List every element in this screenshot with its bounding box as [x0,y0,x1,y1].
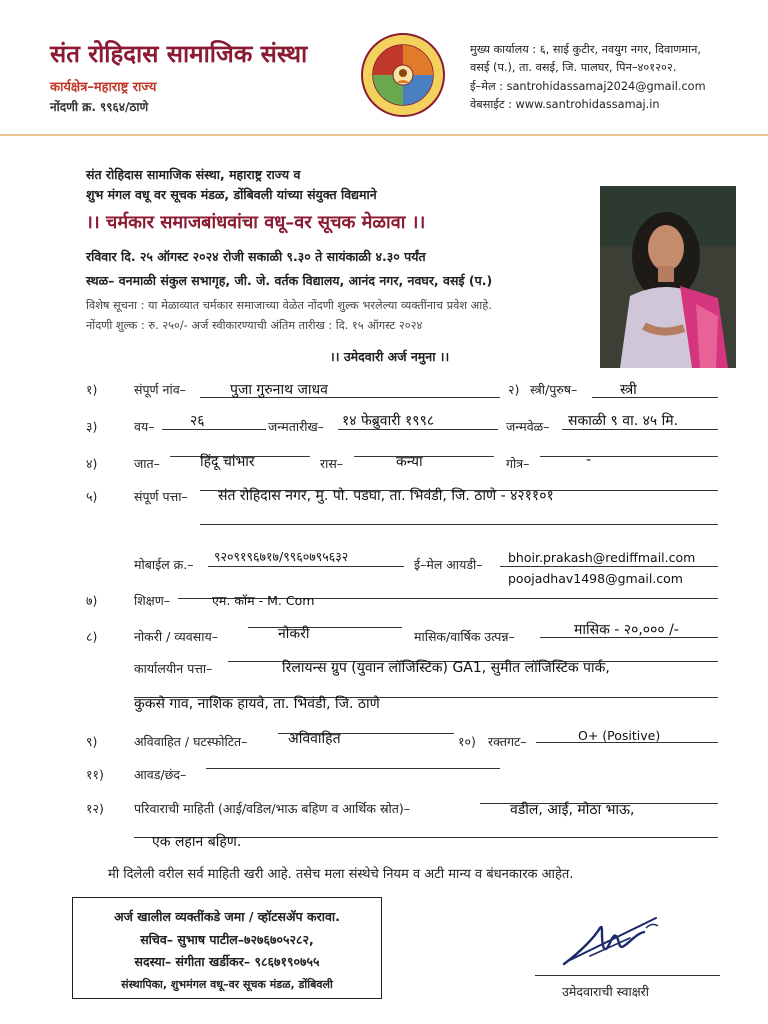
field-number-5: ५) [86,489,98,504]
secretary-contact: सचिव– सुभाष पाटील–७२७६७०५२८२, [140,932,314,947]
birth-time-label: जन्मवेळ– [506,419,550,434]
intro-line-1: संत रोहिदास सामाजिक संस्था, महाराष्ट्र राज्य व [86,167,301,182]
field-number-7: ७) [86,593,98,608]
email-value-1: bhoir.prakash@rediffmail.com [508,550,696,565]
blood-group-value: O+ (Positive) [578,728,661,743]
education-value: एम. कॉम - M. Com [212,593,315,608]
address-line-extra [200,524,718,525]
occupation-value: नोकरी [278,626,310,642]
field-number-9: ९) [86,734,98,749]
marital-status-value: अविवाहित [288,731,341,747]
mobile-value: ९२०९१९६७१७/९९६०७९५६३२ [214,549,349,564]
address-line-2: वसई (प.), ता. वसई, जि. पालघर, पिन–४०१२०२. [470,61,677,74]
full-name-label: संपूर्ण नांव– [134,382,186,397]
blood-group-label: रक्तगट– [488,734,527,749]
mobile-label: मोबाईल क्र.– [134,557,194,572]
declaration-text: मी दिलेली वरील सर्व माहिती खरी आहे. तसेच मला संस्थेचे नियम व अटी मान्य व बंधनकारक आहेत. [108,867,574,882]
event-title: ।। चर्मकार समाजबांधवांचा वधू–वर सूचक मेळावा ।। [86,212,426,233]
income-value: मासिक - २०,००० /- [574,622,679,638]
office-address-value-2: कुकसे गाव, नाशिक हायवे, ता. भिवंडी, जि. ठाणे [134,696,380,712]
zodiac-line [354,456,494,457]
work-area: कार्यक्षेत्र–महाराष्ट्र राज्य [50,80,157,95]
mobile-line [208,566,404,567]
marital-status-label: अविवाहित / घटस्फोटित– [134,734,248,749]
field-number-11: ११) [86,767,104,782]
signature-line [535,975,720,976]
field-number-8: ८) [86,629,98,644]
age-line [162,429,266,430]
candidate-photo [600,186,736,368]
birth-time-value: सकाळी ९ वा. ४५ मि. [568,413,679,429]
contact-website: वेबसाईट : www.santrohidassamaj.in [470,98,660,111]
field-number-10: १०) [458,734,476,749]
submission-instruction: अर्ज खालील व्यक्तींकडे जमा / व्हॉटसॲप करावा. [114,909,340,924]
caste-value: हिंदू चांभार [200,454,255,470]
gender-line [592,397,718,398]
event-venue: स्थळ– वनमाळी संकुल सभागृह, जी. जे. वर्तक विद्यालय, आनंद नगर, नवघर, वसई (प.) [86,273,493,288]
special-note: विशेष सूचना : या मेळाव्यात चर्मकार समाजाच्या वेळेत नोंदणी शुल्क भरलेल्या व्यक्तींनाच प्रवेश आहे. [86,299,492,312]
occupation-label: नोकरी / व्यवसाय– [134,629,218,644]
zodiac-label: रास– [320,456,344,471]
registration-number: नोंदणी क्र. ९९६४/ठाणे [50,100,149,114]
dob-label: जन्मतारीख– [268,419,324,434]
form-heading: ।। उमेदवारी अर्ज नमुना ।। [330,349,450,364]
email-value-2: poojadhav1498@gmail.com [508,571,683,586]
dob-value: १४ फेब्रुवारी १९९८ [342,413,435,429]
field-number-4: ४) [86,456,98,471]
occupation-line [248,627,402,628]
signature-label: उमेदवाराची स्वाक्षरी [562,984,650,999]
age-value: २६ [190,413,205,429]
email-line [500,566,718,567]
gotra-label: गोत्र– [506,456,530,471]
address-line-1: मुख्य कार्यालय : ६, साई कुटीर, नवयुग नगर, दिवाणमान, [470,43,701,56]
education-label: शिक्षण– [134,593,170,608]
caste-label: जात– [134,456,160,471]
full-name-value: पुजा गुरुनाथ जाधव [230,382,328,398]
gender-label: स्त्री/पुरुष– [530,382,578,397]
field-number-2: २) [508,382,520,397]
organization-logo [361,33,445,117]
family-info-value-2: एक लहान बहिण. [152,834,242,850]
contact-email: ई–मेल : santrohidassamaj2024@gmail.com [470,80,706,93]
address-value: संत रोहिदास नगर, मु. पो. पडघा, ता. भिवंडी, जि. ठाणे - ४२११०१ [218,488,554,504]
field-number-3: ३) [86,419,98,434]
family-info-label: परिवाराची माहिती (आई/वडिल/भाऊ बहिण व आर्थिक स्रोत)– [134,801,411,816]
founder-note: संस्थापिका, शुभमंगल वधू–वर सूचक मंडळ, डोंबिवली [121,978,333,991]
office-address-label: कार्यालयीन पत्ता– [134,661,213,676]
field-number-1: १) [86,382,98,397]
family-info-value-1: वडील, आई, मोठा भाऊ, [510,802,635,818]
address-label: संपूर्ण पत्ता– [134,489,188,504]
age-label: वय– [134,419,155,434]
member-contact: सदस्या– संगीता खर्डीकर– ९८६७१९०७५५ [134,954,320,969]
income-label: मासिक/वार्षिक उत्पन्न– [414,629,515,644]
intro-line-2: शुभ मंगल वधू वर सूचक मंडळ, डोंबिवली यांच्या संयुक्त विद्यमाने [86,187,377,202]
zodiac-value: कन्या [396,454,423,470]
event-date: रविवार दि. २५ ऑगस्ट २०२४ रोजी सकाळी ९.३० ते सायंकाळी ४.३० पर्यंत [86,249,426,264]
gender-value: स्त्री [620,382,637,398]
candidate-signature [560,912,670,972]
hobbies-label: आवड/छंद– [134,767,187,782]
gotra-line [540,456,718,457]
fee-note: नोंदणी शुल्क : रु. २५०/- अर्ज स्वीकारण्याची अंतिम तारीख : दि. १५ ऑगस्ट २०२४ [86,319,423,332]
gotra-value: - [586,452,592,468]
hobbies-line [206,768,500,769]
header-divider [0,134,768,136]
submission-contact-box [72,897,382,999]
org-name: संत रोहिदास सामाजिक संस्था [50,39,308,68]
email-label: ई–मेल आयडी– [414,557,483,572]
field-number-12: १२) [86,801,104,816]
office-address-value-1: रिलायन्स ग्रुप (युवान लॉजिस्टिक) GA1, सुमीत लॉजिस्टिक पार्क, [282,660,610,676]
